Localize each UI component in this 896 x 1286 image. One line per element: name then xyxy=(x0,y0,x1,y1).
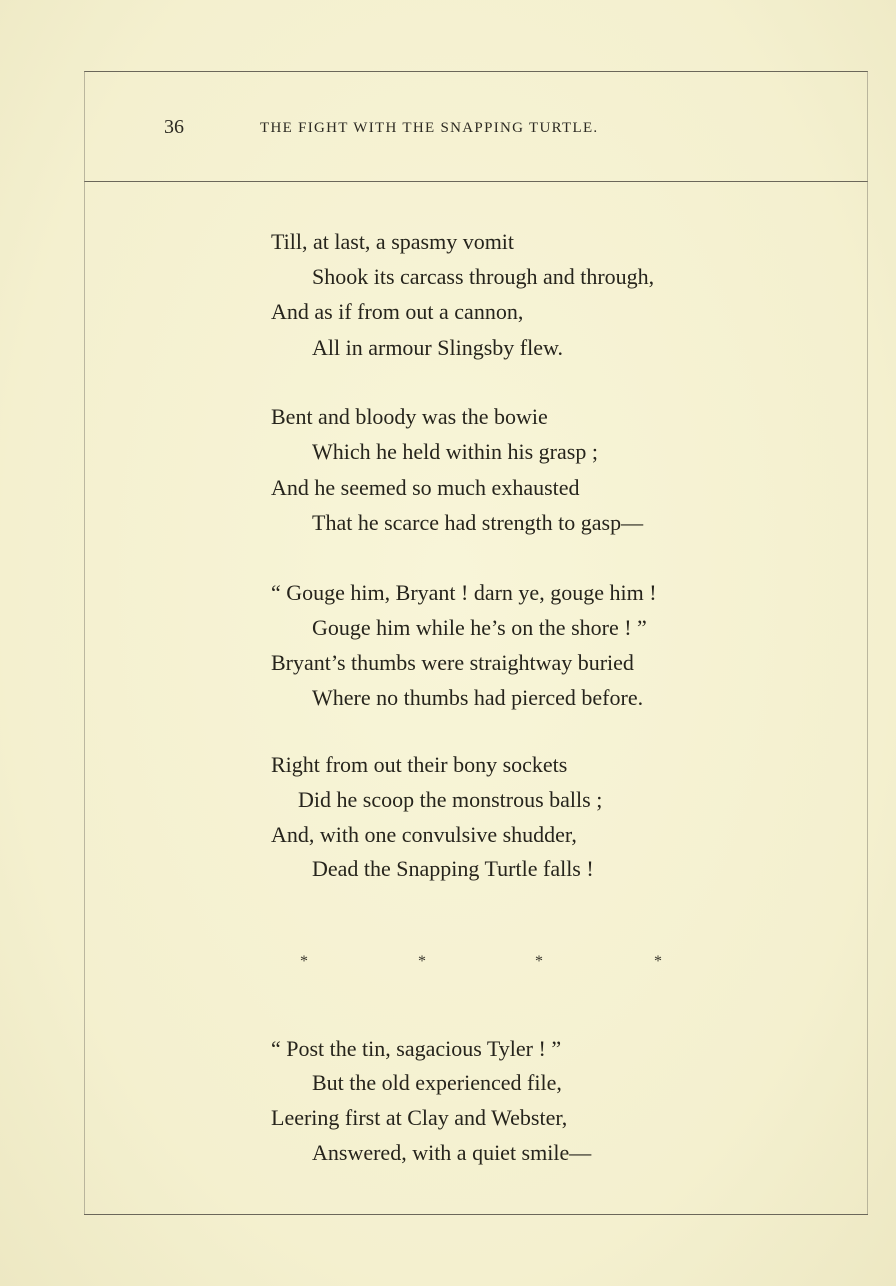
verse-line: Gouge him while he’s on the shore ! ” xyxy=(312,615,647,640)
verse-line: And, with one convulsive shudder, xyxy=(271,822,577,847)
verse-line: And he seemed so much exhausted xyxy=(271,475,580,500)
verse-line: Bent and bloody was the bowie xyxy=(271,404,548,429)
verse-line: Dead the Snapping Turtle falls ! xyxy=(312,856,594,881)
asterisk: * xyxy=(535,953,543,970)
verse-line: Shook its carcass through and through, xyxy=(312,264,655,289)
asterisk: * xyxy=(418,953,426,970)
verse-line: “ Post the tin, sagacious Tyler ! ” xyxy=(271,1036,562,1061)
verse-line: All in armour Slingsby flew. xyxy=(312,335,563,360)
verse-line: Did he scoop the monstrous balls ; xyxy=(298,787,603,812)
bottom-border-rule xyxy=(84,1214,868,1215)
verse-line: Till, at last, a spasmy vomit xyxy=(271,229,515,254)
verse-line: Leering first at Clay and Webster, xyxy=(271,1105,568,1130)
header-rule xyxy=(84,181,868,182)
verse-line: And as if from out a cannon, xyxy=(271,299,524,324)
verse-line: Answered, with a quiet smile— xyxy=(312,1140,592,1165)
verse-line: Right from out their bony sockets xyxy=(271,752,568,777)
page-number: 36 xyxy=(164,116,184,138)
top-border-rule xyxy=(84,71,868,72)
asterisk: * xyxy=(300,953,308,970)
verse-line: But the old experienced file, xyxy=(312,1070,562,1095)
verse-line: “ Gouge him, Bryant ! darn ye, gouge him ! xyxy=(271,580,657,605)
verse-line: That he scarce had strength to gasp— xyxy=(312,510,644,535)
running-title: THE FIGHT WITH THE SNAPPING TURTLE. xyxy=(260,120,599,136)
verse-line: Where no thumbs had pierced before. xyxy=(312,685,644,710)
verse-line: Which he held within his grasp ; xyxy=(312,439,598,464)
asterisk: * xyxy=(654,953,662,970)
verse-line: Bryant’s thumbs were straightway buried xyxy=(271,650,634,675)
right-border-rule xyxy=(867,71,868,1214)
left-border-rule xyxy=(84,71,85,1214)
